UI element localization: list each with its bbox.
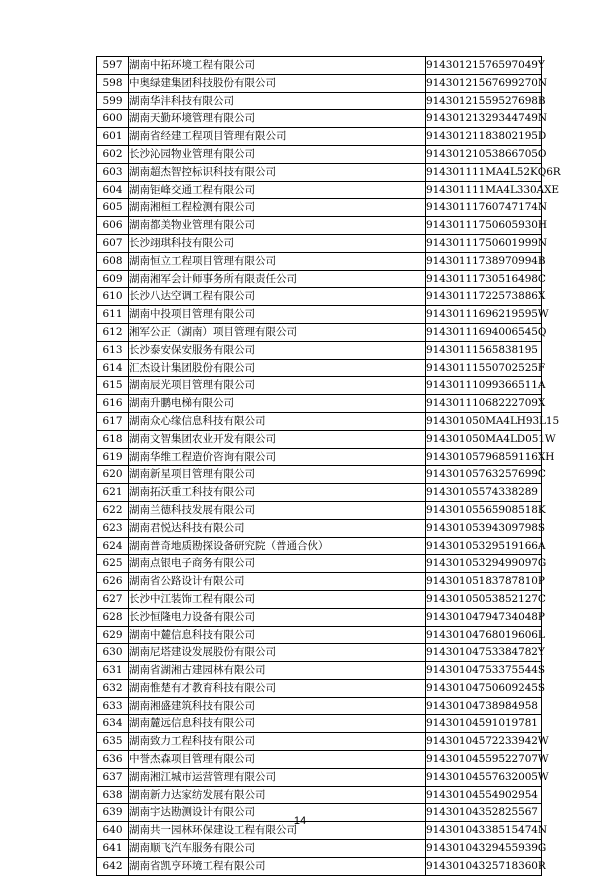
table-row xyxy=(97,751,542,769)
credit-code-cell: 91430104794734048P xyxy=(426,608,542,626)
credit-code-cell: 91430111696219595W xyxy=(426,306,542,324)
table-row xyxy=(97,573,542,591)
row-number-cell: 637 xyxy=(97,768,129,786)
company-name-cell: 湖南钜峰交通工程有限公司 xyxy=(129,181,426,199)
company-name-cell: 湖南湘江城市运营管理有限公司 xyxy=(129,768,426,786)
table-row xyxy=(97,306,542,324)
row-number-cell: 634 xyxy=(97,715,129,733)
row-number-cell: 617 xyxy=(97,412,129,430)
company-name-cell: 湖南湘军会计师事务所有限责任公司 xyxy=(129,270,426,288)
row-number-cell: 599 xyxy=(97,92,129,110)
table-row xyxy=(97,662,542,680)
credit-code-cell: 91430105394309798S xyxy=(426,519,542,537)
table-row xyxy=(97,715,542,733)
credit-code-cell: 91430105763257699C xyxy=(426,466,542,484)
company-name-cell: 湖南顺飞汽车服务有限公司 xyxy=(129,840,426,858)
credit-code-cell: 91430111694006545Q xyxy=(426,323,542,341)
table-row xyxy=(97,377,542,395)
row-number-cell: 602 xyxy=(97,145,129,163)
company-name-cell: 湖南省公路设计有限公司 xyxy=(129,573,426,591)
credit-code-cell: 91430121567699270N xyxy=(426,74,542,92)
credit-code-cell: 91430111750605930H xyxy=(426,217,542,235)
table-row xyxy=(97,323,542,341)
table-row xyxy=(97,74,542,92)
table-row xyxy=(97,501,542,519)
credit-code-cell: 91430104750609245S xyxy=(426,679,542,697)
company-registry-table xyxy=(96,56,561,876)
company-name-cell: 汇杰设计集团股份有限公司 xyxy=(129,359,426,377)
credit-code-cell: 91430104768019606L xyxy=(426,626,542,644)
credit-code-cell: 91430111099366511A xyxy=(426,377,542,395)
table-row xyxy=(97,626,542,644)
company-name-cell: 长沙恒隆电力设备有限公司 xyxy=(129,608,426,626)
row-number-cell: 633 xyxy=(97,697,129,715)
company-name-cell: 湖南惟楚有才教育科技有限公司 xyxy=(129,679,426,697)
company-name-cell: 长沙翊琪科技有限公司 xyxy=(129,234,426,252)
company-name-cell: 湖南新星项目管理有限公司 xyxy=(129,466,426,484)
credit-code-cell: 91430121559527698B xyxy=(426,92,542,110)
table-row xyxy=(97,341,542,359)
company-name-cell: 湖南普奇地质勘探设备研究院（普通合伙） xyxy=(129,537,426,555)
credit-code-cell: 91430104753375544S xyxy=(426,662,542,680)
credit-code-cell: 91430104559522707W xyxy=(426,751,542,769)
company-name-cell: 湖南省凯亨环境工程有限公司 xyxy=(129,857,426,875)
row-number-cell: 606 xyxy=(97,217,129,235)
credit-code-cell: 914301050MA4LH93L15 xyxy=(426,412,542,430)
table-row xyxy=(97,448,542,466)
row-number-cell: 626 xyxy=(97,573,129,591)
table-row xyxy=(97,537,542,555)
company-name-cell: 湖南都美物业管理有限公司 xyxy=(129,217,426,235)
table-row xyxy=(97,733,542,751)
row-number-cell: 622 xyxy=(97,501,129,519)
row-number-cell: 628 xyxy=(97,608,129,626)
row-number-cell: 611 xyxy=(97,306,129,324)
row-number-cell: 608 xyxy=(97,252,129,270)
table-row xyxy=(97,57,542,75)
company-name-cell: 湖南拓沃重工科技有限公司 xyxy=(129,484,426,502)
table-row xyxy=(97,199,542,217)
company-name-cell: 湖南宇达勘测设计有限公司 xyxy=(129,804,426,822)
credit-code-cell: 91430104557632005W xyxy=(426,768,542,786)
table-row xyxy=(97,857,542,875)
credit-code-cell: 91430111750601999N xyxy=(426,234,542,252)
table-row xyxy=(97,92,542,110)
credit-code-cell: 91430111738970994B xyxy=(426,252,542,270)
table-row xyxy=(97,697,542,715)
table-row xyxy=(97,430,542,448)
row-number-cell: 607 xyxy=(97,234,129,252)
credit-code-cell: 91430104352825567 xyxy=(426,804,542,822)
row-number-cell: 615 xyxy=(97,377,129,395)
company-name-cell: 湖南超杰智控标识科技有限公司 xyxy=(129,163,426,181)
table-row xyxy=(97,252,542,270)
credit-code-cell: 91430104753384782Y xyxy=(426,644,542,662)
company-name-cell: 湖南致力工程科技有限公司 xyxy=(129,733,426,751)
company-name-cell: 湖南升鹏电梯有限公司 xyxy=(129,395,426,413)
table-row xyxy=(97,786,542,804)
row-number-cell: 625 xyxy=(97,555,129,573)
row-number-cell: 597 xyxy=(97,57,129,75)
table-row xyxy=(97,288,542,306)
company-name-cell: 长沙中江装饰工程有限公司 xyxy=(129,590,426,608)
credit-code-cell: 914301111MA4L330AXE xyxy=(426,181,542,199)
table-row xyxy=(97,395,542,413)
credit-code-cell: 91430104329455939G xyxy=(426,840,542,858)
row-number-cell: 620 xyxy=(97,466,129,484)
table-row xyxy=(97,466,542,484)
credit-code-cell: 91430104338515474N xyxy=(426,822,542,840)
credit-code-cell: 91430111722573886X xyxy=(426,288,542,306)
credit-code-cell: 91430104738984958 xyxy=(426,697,542,715)
company-name-cell: 湖南天勤环境管理有限公司 xyxy=(129,110,426,128)
row-number-cell: 640 xyxy=(97,822,129,840)
table-row xyxy=(97,519,542,537)
row-number-cell: 638 xyxy=(97,786,129,804)
table-row xyxy=(97,163,542,181)
company-name-cell: 湖南省经建工程项目管理有限公司 xyxy=(129,128,426,146)
row-number-cell: 621 xyxy=(97,484,129,502)
company-name-cell: 长沙泰安保安服务有限公司 xyxy=(129,341,426,359)
credit-code-cell: 91430121183802195D xyxy=(426,128,542,146)
company-name-cell: 湖南尼塔建设发展股份有限公司 xyxy=(129,644,426,662)
company-name-cell: 湖南湘桓工程检测有限公司 xyxy=(129,199,426,217)
credit-code-cell: 91430104325718360R xyxy=(426,857,542,875)
row-number-cell: 614 xyxy=(97,359,129,377)
table-row xyxy=(97,555,542,573)
row-number-cell: 630 xyxy=(97,644,129,662)
row-number-cell: 641 xyxy=(97,840,129,858)
row-number-cell: 618 xyxy=(97,430,129,448)
page-number: 14 xyxy=(293,815,307,827)
table-row xyxy=(97,110,542,128)
row-number-cell: 601 xyxy=(97,128,129,146)
company-name-cell: 湖南恒立工程项目管理有限公司 xyxy=(129,252,426,270)
company-name-cell: 湖南中麓信息科技有限公司 xyxy=(129,626,426,644)
row-number-cell: 600 xyxy=(97,110,129,128)
table-row xyxy=(97,590,542,608)
table-row xyxy=(97,484,542,502)
row-number-cell: 627 xyxy=(97,590,129,608)
table-row xyxy=(97,270,542,288)
credit-code-cell: 91430121053866705O xyxy=(426,145,542,163)
row-number-cell: 604 xyxy=(97,181,129,199)
row-number-cell: 610 xyxy=(97,288,129,306)
credit-code-cell: 91430121576597049Y xyxy=(426,57,542,75)
credit-code-cell: 91430105565908518K xyxy=(426,501,542,519)
company-name-cell: 湖南中拓环境工程有限公司 xyxy=(129,57,426,75)
credit-code-cell: 91430111730516498C xyxy=(426,270,542,288)
row-number-cell: 619 xyxy=(97,448,129,466)
credit-code-cell: 91430111760747174N xyxy=(426,199,542,217)
company-name-cell: 湖南辰光项目管理有限公司 xyxy=(129,377,426,395)
company-name-cell: 湖南君悦达科技有限公司 xyxy=(129,519,426,537)
company-name-cell: 长沙八达空调工程有限公司 xyxy=(129,288,426,306)
company-name-cell: 湖南点银电子商务有限公司 xyxy=(129,555,426,573)
table-row xyxy=(97,840,542,858)
credit-code-cell: 91430104554902954 xyxy=(426,786,542,804)
credit-code-cell: 91430105053852127C xyxy=(426,590,542,608)
company-name-cell: 湘军公正（湖南）项目管理有限公司 xyxy=(129,323,426,341)
company-name-cell: 湖南湘盛建筑科技有限公司 xyxy=(129,697,426,715)
table-row xyxy=(97,768,542,786)
credit-code-cell: 91430111550702525F xyxy=(426,359,542,377)
credit-code-cell: 91430105329499097G xyxy=(426,555,542,573)
row-number-cell: 639 xyxy=(97,804,129,822)
credit-code-cell: 91430105183787810P xyxy=(426,573,542,591)
table-row xyxy=(97,608,542,626)
credit-code-cell: 91430111565838195 xyxy=(426,341,542,359)
company-name-cell: 中奥绿建集团科技股份有限公司 xyxy=(129,74,426,92)
row-number-cell: 598 xyxy=(97,74,129,92)
company-name-cell: 湖南华维工程造价咨询有限公司 xyxy=(129,448,426,466)
company-name-cell: 湖南文智集团农业开发有限公司 xyxy=(129,430,426,448)
credit-code-cell: 91430105574338289 xyxy=(426,484,542,502)
company-name-cell: 湖南众心缘信息科技有限公司 xyxy=(129,412,426,430)
credit-code-cell: 91430104572233942W xyxy=(426,733,542,751)
row-number-cell: 624 xyxy=(97,537,129,555)
table-row xyxy=(97,217,542,235)
table-row xyxy=(97,128,542,146)
row-number-cell: 613 xyxy=(97,341,129,359)
row-number-cell: 609 xyxy=(97,270,129,288)
table-row xyxy=(97,644,542,662)
company-name-cell: 湖南兰德科技发展有限公司 xyxy=(129,501,426,519)
company-name-cell: 湖南麓远信息科技有限公司 xyxy=(129,715,426,733)
row-number-cell: 642 xyxy=(97,857,129,875)
table-row xyxy=(97,234,542,252)
row-number-cell: 636 xyxy=(97,751,129,769)
company-name-cell: 湖南新力达家纺发展有限公司 xyxy=(129,786,426,804)
credit-code-cell: 91430105329519166A xyxy=(426,537,542,555)
row-number-cell: 616 xyxy=(97,395,129,413)
row-number-cell: 623 xyxy=(97,519,129,537)
row-number-cell: 632 xyxy=(97,679,129,697)
registry-table-body xyxy=(97,57,561,876)
table-row xyxy=(97,679,542,697)
table-row xyxy=(97,412,542,430)
company-name-cell: 湖南华沣科技有限公司 xyxy=(129,92,426,110)
row-number-cell: 631 xyxy=(97,662,129,680)
company-name-cell: 湖南中投项目管理有限公司 xyxy=(129,306,426,324)
row-number-cell: 629 xyxy=(97,626,129,644)
company-name-cell: 湖南省湖湘古建园林有限公司 xyxy=(129,662,426,680)
table-row xyxy=(97,145,542,163)
credit-code-cell: 91430105796859116XH xyxy=(426,448,542,466)
row-number-cell: 603 xyxy=(97,163,129,181)
row-number-cell: 605 xyxy=(97,199,129,217)
company-name-cell: 长沙沁园物业管理有限公司 xyxy=(129,145,426,163)
row-number-cell: 612 xyxy=(97,323,129,341)
credit-code-cell: 914301050MA4LD051W xyxy=(426,430,542,448)
company-name-cell: 中誉杰森项目管理有限公司 xyxy=(129,751,426,769)
credit-code-cell: 91430111068222709X xyxy=(426,395,542,413)
row-number-cell: 635 xyxy=(97,733,129,751)
table-row xyxy=(97,181,542,199)
company-name-cell: 湖南共一园林环保建设工程有限公司 xyxy=(129,822,426,840)
credit-code-cell: 91430121329344749N xyxy=(426,110,542,128)
credit-code-cell: 914301111MA4L52KQ6R xyxy=(426,163,542,181)
table-row xyxy=(97,359,542,377)
credit-code-cell: 91430104591019781 xyxy=(426,715,542,733)
